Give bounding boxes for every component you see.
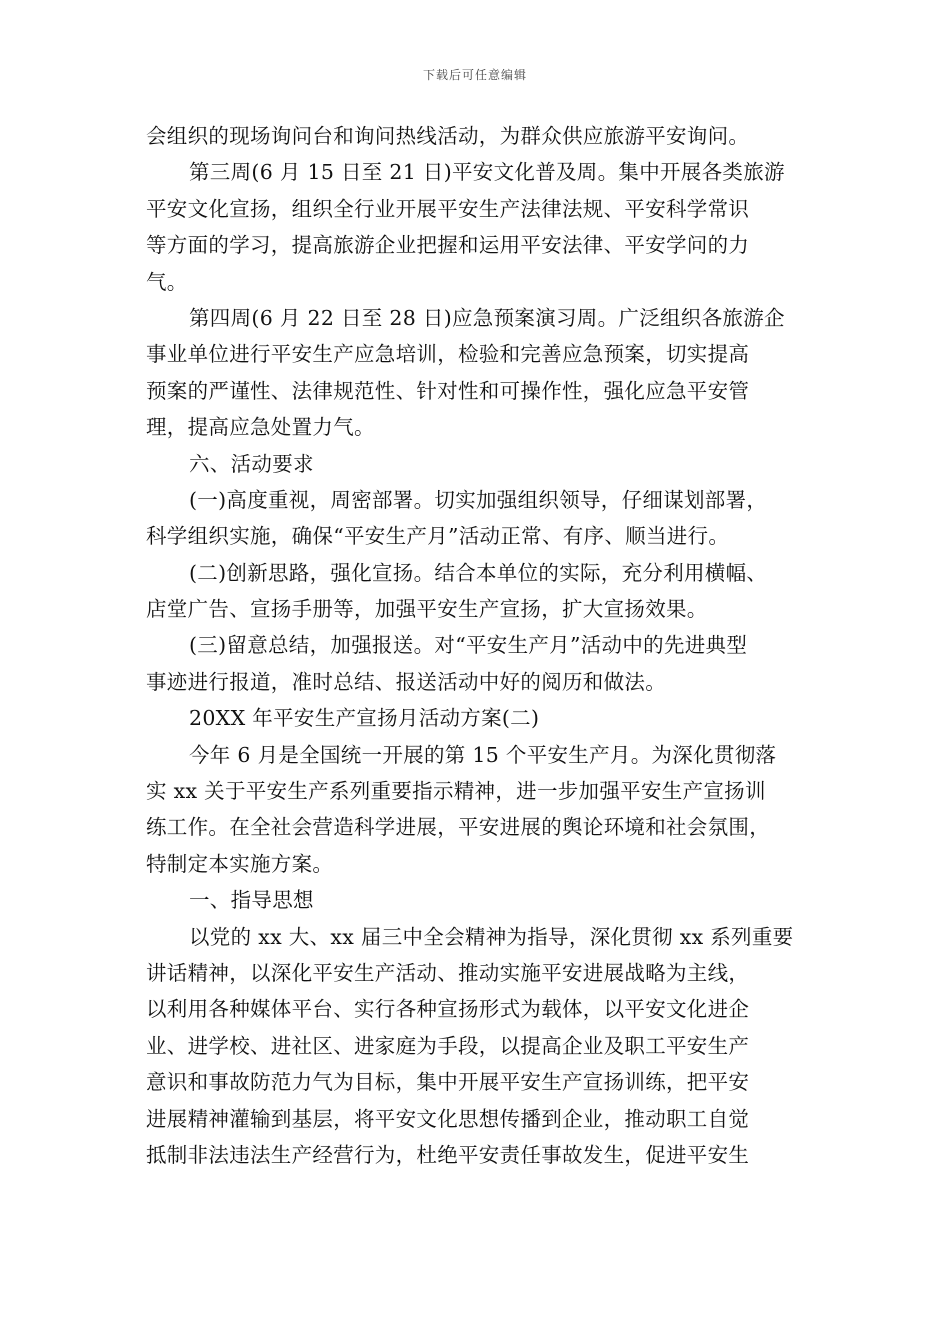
text-line: 理，提高应急处置力气。 [146,415,375,440]
text-line: 抵制非法违法生产经营行为，杜绝平安责任事故发生，促进平安生 [146,1142,750,1167]
page-header: 下载后可任意编辑 [422,68,527,82]
text-line: 业、进学校、进社区、进家庭为手段，以提高企业及职工平安生产 [146,1033,750,1058]
text-line: 会组织的现场询问台和询问热线活动，为群众供应旅游平安询问。 [146,124,750,148]
text-line: 平安文化宣扬，组织全行业开展平安生产法律法规、平安科学常识 [146,196,750,221]
text-line: 第四周(6 月 22 日至 28 日)应急预案演习周。广泛组织各旅游企 [189,305,785,330]
text-line: 实 xx 关于平安生产系列重要指示精神，进一步加强平安生产宣扬训 [146,779,766,804]
text-line: 科学组织实施，确保“平安生产月”活动正常、有序、顺当进行。 [146,524,730,549]
text-line: 20XX 年平安生产宣扬月活动方案(二) [189,706,540,731]
text-line: 一、指导思想 [189,888,314,913]
text-line: 事业单位进行平安生产应急培训，检验和完善应急预案，切实提高 [146,342,750,367]
text-line: (二)创新思路，强化宣扬。结合本单位的实际，充分利用横幅、 [189,560,768,585]
text-line: 以利用各种媒体平台、实行各种宣扬形式为载体，以平安文化进企 [146,997,750,1022]
text-line: 练工作。在全社会营造科学进展，平安进展的舆论环境和社会氛围， [146,815,770,840]
text-line: 预案的严谨性、法律规范性、针对性和可操作性，强化应急平安管 [146,378,750,403]
text-line: 六、活动要求 [189,451,314,476]
text-line: 今年 6 月是全国统一开展的第 15 个平安生产月。为深化贯彻落 [189,742,777,767]
text-line: 店堂广告、宣扬手册等，加强平安生产宣扬，扩大宣扬效果。 [146,597,708,622]
text-line: 以党的 xx 大、xx 届三中全会精神为指导，深化贯彻 xx 系列重要 [189,924,794,949]
text-line: 第三周(6 月 15 日至 21 日)平安文化普及周。集中开展各类旅游 [189,160,785,185]
document-body [146,118,818,1173]
text-line: 等方面的学习，提高旅游企业把握和运用平安法律、平安学问的力 [146,233,750,258]
text-line: (一)高度重视，周密部署。切实加强组织领导，仔细谋划部署， [189,487,768,512]
text-line: (三)留意总结，加强报送。对“平安生产月”活动中的先进典型 [189,633,748,658]
text-line: 意识和事故防范力气为目标，集中开展平安生产宣扬训练，把平安 [146,1070,750,1095]
text-line: 进展精神灌输到基层，将平安文化思想传播到企业，推动职工自觉 [146,1106,750,1131]
text-line: 讲话精神，以深化平安生产活动、推动实施平安进展战略为主线， [146,960,750,985]
text-line: 气。 [146,269,188,294]
text-line: 事迹进行报道，准时总结、报送活动中好的阅历和做法。 [146,669,666,694]
text-line: 特制定本实施方案。 [146,851,334,876]
